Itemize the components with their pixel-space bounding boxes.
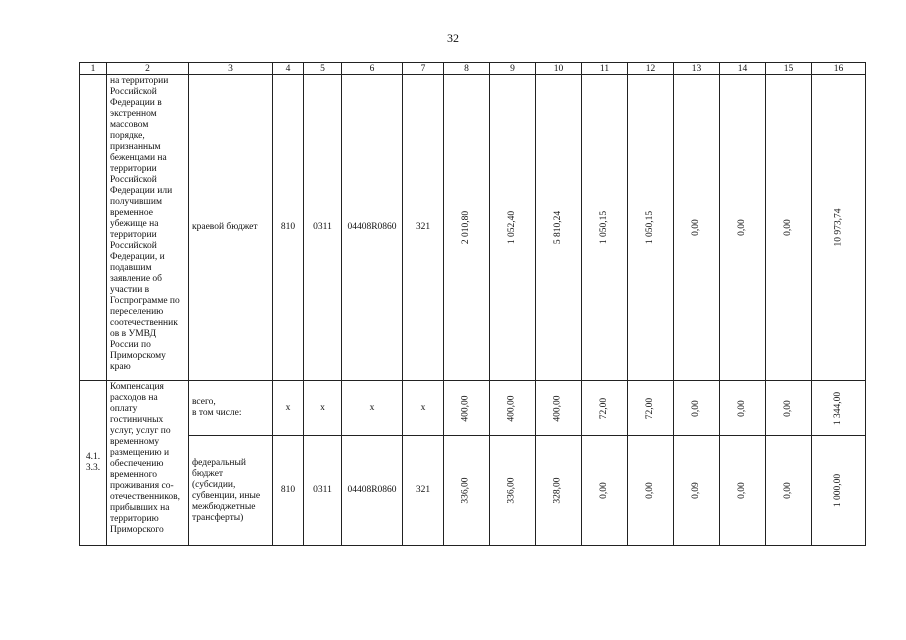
col-header: 7 [403,63,444,75]
col-header: 2 [107,63,189,75]
amount-cell: 0,00 [766,381,812,436]
code-expense-type: х [403,381,444,436]
col-header: 4 [273,63,304,75]
amount-cell: 400,00 [444,381,490,436]
code-section: 0311 [304,75,342,381]
amount-cell: 1 052,40 [490,75,536,381]
col-header: 6 [342,63,403,75]
amount-cell: 72,00 [582,381,628,436]
header-row [80,63,866,75]
table-row [80,381,866,436]
amount-cell: 72,00 [628,381,674,436]
amount-cell: 0,00 [766,436,812,546]
col-header: 10 [536,63,582,75]
col-header: 16 [812,63,866,75]
col-header: 15 [766,63,812,75]
amount-cell: 0,00 [720,381,766,436]
funding-source: федеральный бюджет (субсидии, субвенции, иные межбюджетные трансферты) [189,436,273,546]
amount-cell: 5 810,24 [536,75,582,381]
total-cell: 10 973,74 [812,75,866,381]
row-number [80,75,107,381]
code-ministry: 810 [273,75,304,381]
col-header: 11 [582,63,628,75]
amount-cell: 0,00 [674,381,720,436]
funding-source: краевой бюджет [189,75,273,381]
table-row [80,75,866,381]
amount-cell: 0,00 [628,436,674,546]
amount-cell: 336,00 [490,436,536,546]
amount-cell: 0,00 [674,75,720,381]
amount-cell: 0,09 [674,436,720,546]
code-ministry: х [273,381,304,436]
amount-cell: 2 010,80 [444,75,490,381]
amount-cell: 0,00 [720,75,766,381]
col-header: 12 [628,63,674,75]
table-row [80,436,866,546]
col-header: 3 [189,63,273,75]
amount-cell: 1 050,15 [582,75,628,381]
row-description: на территории Российской Федерации в экстренном массовом порядке, признанным беженцами на территории Российской Федерации или получившим временное убежище на территории Российской Федерации, и подавшим заявление об участии в Госпрограмме по переселению соотечественник ов в УМВД России по Приморскому краю [107,75,189,381]
code-expense-type: 321 [403,75,444,381]
row-description: Компенсация расходов на оплату гостиничных услуг, услуг по временному размещению и обеспечению временного проживания со- отечественников, прибывших на территорию Приморского [107,381,189,546]
code-target: х [342,381,403,436]
funding-source: всего, в том числе: [189,381,273,436]
total-cell: 1 344,00 [812,381,866,436]
amount-cell: 328,00 [536,436,582,546]
amount-cell: 0,00 [582,436,628,546]
code-section: 0311 [304,436,342,546]
code-ministry: 810 [273,436,304,546]
row-number: 4.1. 3.3. [80,381,107,546]
amount-cell: 0,00 [720,436,766,546]
amount-cell: 400,00 [536,381,582,436]
code-target: 04408R0860 [342,75,403,381]
total-cell: 1 000,00 [812,436,866,546]
col-header: 14 [720,63,766,75]
code-section: х [304,381,342,436]
col-header: 9 [490,63,536,75]
col-header: 1 [80,63,107,75]
amount-cell: 336,00 [444,436,490,546]
code-target: 04408R0860 [342,436,403,546]
amount-cell: 0,00 [766,75,812,381]
budget-table [79,62,866,546]
col-header: 8 [444,63,490,75]
col-header: 13 [674,63,720,75]
page-number: 32 [447,31,459,45]
amount-cell: 1 050,15 [628,75,674,381]
amount-cell: 400,00 [490,381,536,436]
code-expense-type: 321 [403,436,444,546]
col-header: 5 [304,63,342,75]
